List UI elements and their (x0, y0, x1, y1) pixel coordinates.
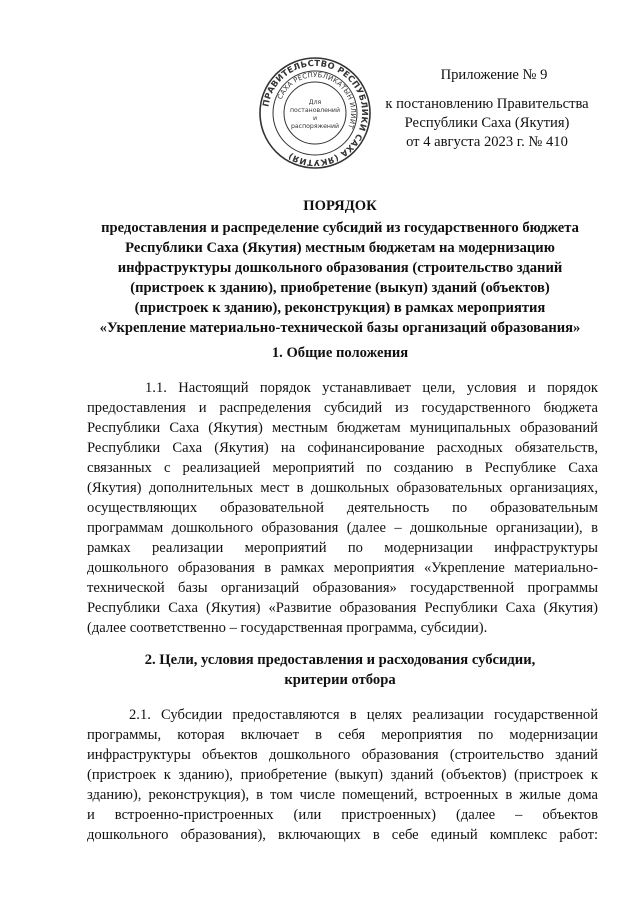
paragraph-line: Республики Саха (Якутия) на софинансирование расходных обязательств, (87, 440, 598, 456)
stamp-center-line: Для (308, 99, 322, 106)
section-2-heading-line-1: 2. Цели, условия предоставления и расходования субсидии, (144, 652, 536, 668)
title-line: инфраструктуры дошкольного образования (строительство зданий (117, 260, 563, 276)
paragraph-line: связанных с реализацией мероприятий по созданию в Республике Саха (87, 460, 598, 476)
section-1-heading: 1. Общие положения (271, 345, 409, 361)
paragraph-line: программы, которая включает в себя мероприятия по модернизации (87, 727, 598, 743)
paragraph-line: осуществляющих образовательной деятельность по образовательным (87, 500, 598, 516)
paragraph-line: (далее соответственно – государственная программа, субсидии). (87, 620, 488, 636)
paragraph-line: Республики Саха (Якутия) «Развитие образования Республики Саха (Якутия) (87, 600, 598, 616)
appendix-number: Приложение № 9 (440, 67, 548, 83)
paragraph-line: (Якутия) дополнительных мест в дошкольных образовательных организациях, (87, 480, 598, 496)
paragraph-line: предоставления и распределения субсидий из государственного бюджета (87, 400, 598, 416)
paragraph-line: 1.1. Настоящий порядок устанавливает цели, условия и порядок (145, 380, 598, 396)
paragraph-line: и встроенно-пристроенных (или пристроенных) (далее – объектов (87, 807, 598, 823)
document-title (80, 196, 600, 338)
stamp-center-line: и (312, 115, 318, 122)
paragraph-line: зданию), реконструкция), в том числе помещений, встроенных в жилые дома (87, 787, 598, 803)
title-line: (пристроек к зданию), реконструкция) в рамках мероприятия (134, 300, 546, 316)
title-main: ПОРЯДОК (303, 198, 377, 214)
appendix-decree: к постановлению Правительства (385, 96, 589, 112)
section-1-paragraph (87, 378, 598, 638)
paragraph-line: дошкольного образования), включающих в себе единый комплекс работ: (87, 827, 598, 843)
title-line: предоставления и распределение субсидий из государственного бюджета (101, 220, 579, 236)
paragraph-line: (пристроек к зданию), приобретение (выкуп) зданий (объектов) (пристроек к (87, 767, 598, 783)
appendix-block (362, 66, 612, 152)
title-line: Республики Саха (Якутия) местным бюджетам на модернизацию (125, 240, 555, 256)
paragraph-line: 2.1. Субсидии предоставляются в целях реализации государственной (129, 707, 598, 723)
paragraph-line: инфраструктуры объектов дошкольного образования (строительство зданий (87, 747, 598, 763)
paragraph-line: рамках реализации мероприятий по модернизации инфраструктуры (87, 540, 598, 556)
stamp-center-line: распоряжений (290, 123, 340, 130)
official-stamp-icon (258, 56, 372, 170)
paragraph-line: Республики Саха (Якутия) местным бюджетам муниципальных образований (87, 420, 598, 436)
paragraph-line: программам дошкольного образования (далее – дошкольные организации), в (87, 520, 598, 536)
paragraph-line: дошкольного образования в рамках мероприятия «Укрепление материально- (87, 560, 598, 576)
appendix-date: от 4 августа 2023 г. № 410 (406, 134, 568, 150)
paragraph-line: технической базы организаций образования» государственной программы (87, 580, 598, 596)
section-2-heading-line-2: критерии отбора (284, 672, 396, 688)
stamp-outer-text: ПРАВИТЕЛЬСТВО РЕСПУБЛИКИ САХА (ЯКУТИЯ) (260, 57, 371, 169)
stamp-inner-text: САХА РЕСПУБЛИКАТЫН ИЛИИТ (276, 70, 358, 130)
title-line: «Укрепление материально-технической базы организаций образования» (99, 320, 581, 336)
title-line: (пристроек к зданию), приобретение (выкуп) зданий (объектов) (130, 280, 550, 296)
section-2-paragraph (87, 705, 598, 845)
stamp-center-line: постановлений (290, 107, 340, 114)
appendix-republic: Республики Саха (Якутия) (404, 115, 570, 131)
